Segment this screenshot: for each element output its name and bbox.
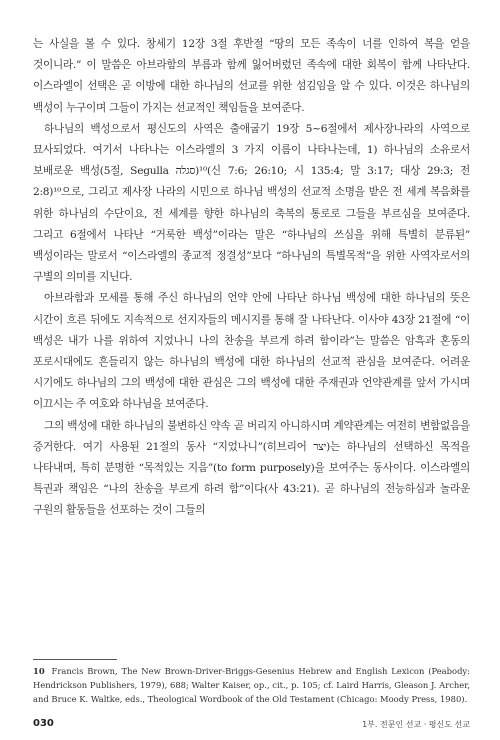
- paragraph-2: 하나님의 백성으로서 평신도의 사역은 출애굽기 19장 5~6절에서 제사장나라의 사역으로 묘사되었다. 여기서 나타나는 이스라엘의 3 가지 이름이 나타나는데, 1) 하나님의 소유로서 보배로운 백성(5절, Segulla סגלה)¹⁰(신 7:6; 26:10; 시 135:4; 말 3:17; 대상 29:3; 전 2:8)¹⁰으로, 그리고 제사장 나라의 시민으로 하나님 백성의 선교적 소명을 받은 전 세계 복음화를 위한 하나님의 수단이요, 전 세계를 향한 하나님의 축복의 통로로 그들을 부르심을 보여준다. 그리고 6절에서 나타난 “거룩한 백성”이라는 말은 “하나님의 쓰심을 위해 특별히 분류된” 백성이라는 말로서 “이스라엘의 종교적 정결성”보다 “하나님의 특별목적”을 위한 사역자로서의 구별의 의미를 지닌다.: [33, 122, 471, 284]
- footnote-divider: [33, 659, 117, 660]
- footnote-text: Francis Brown, The New Brown-Driver-Briggs-Gesenius Hebrew and English Lexicon (Peabody: Hendrickson Publishers, 1979), 688; Walter Kaiser, op., cit., p. 105; cf. Laird Harris, Gleason J. Archer, and Bruce K. Waltke, eds., Theological Wordbook of the Old Testament (Chicago: Moody Press, 1980).: [33, 666, 470, 704]
- footnote-number: 10: [33, 666, 45, 676]
- paragraph-4: 그의 백성에 대한 하나님의 불변하신 약속 곧 버리지 아니하시며 계약관계는 여전히 변함없음을 증거한다. 여기 사용된 21절의 동사 “지었나니”(히브리어 יצר)는 하나님의 선택하신 목적을 나타내며, 특히 분명한 “목적있는 지음”(to form purposely)을 보여주는 동사이다. 이스라엘의 특권과 책임은 “나의 찬송을 부르게 하려 함”이다(사 43:21). 곧 하나님의 전능하심과 놀라운 구원의 활동들을 선포하는 것이 그들의: [33, 419, 470, 517]
- paragraph-1: 는 사실을 볼 수 있다. 창세기 12장 3절 후반절 “땅의 모든 족속이 너를 인하여 복을 얻을 것이니라.” 이 말씀은 아브라함의 부름과 함께 잃어버렸던 족속에 대한 회복이 함께 나타난다. 이스라엘이 선택은 곧 이방에 대한 하나님의 선교를 위한 섬김임을 알 수 있다. 이것은 하나님의 백성이 누구이며 그들이 가지는 선교적인 책임들을 보여준다.: [33, 38, 470, 114]
- footnote: [33, 664, 470, 706]
- page-number: 030: [33, 718, 54, 729]
- body-text: [33, 34, 470, 522]
- paragraph-3: 아브라함과 모세를 통해 주신 하나님의 언약 안에 나타난 하나님 백성에 대한 하나님의 뜻은 시간이 흐른 뒤에도 지속적으로 선지자들의 메시지를 통해 잘 나타난다. 이사야 43장 21절에 “이 백성은 내가 나를 위하여 지었나니 나의 찬송을 부르게 하려 함이라”는 말씀은 암흑과 혼동의 포로시대에도 흔들리지 않는 하나님의 백성에 대한 하나님의 선교적 관심을 보여준다. 어려운 시기에도 하나님의 그의 백성에 대한 관심은 그의 백성에 대한 주재권과 언약관계를 앞서 가시며 이끄시는 주 여호와 하나님을 보여준다.: [33, 292, 470, 411]
- running-head: 1부. 전문인 선교 · 평신도 선교: [362, 720, 470, 729]
